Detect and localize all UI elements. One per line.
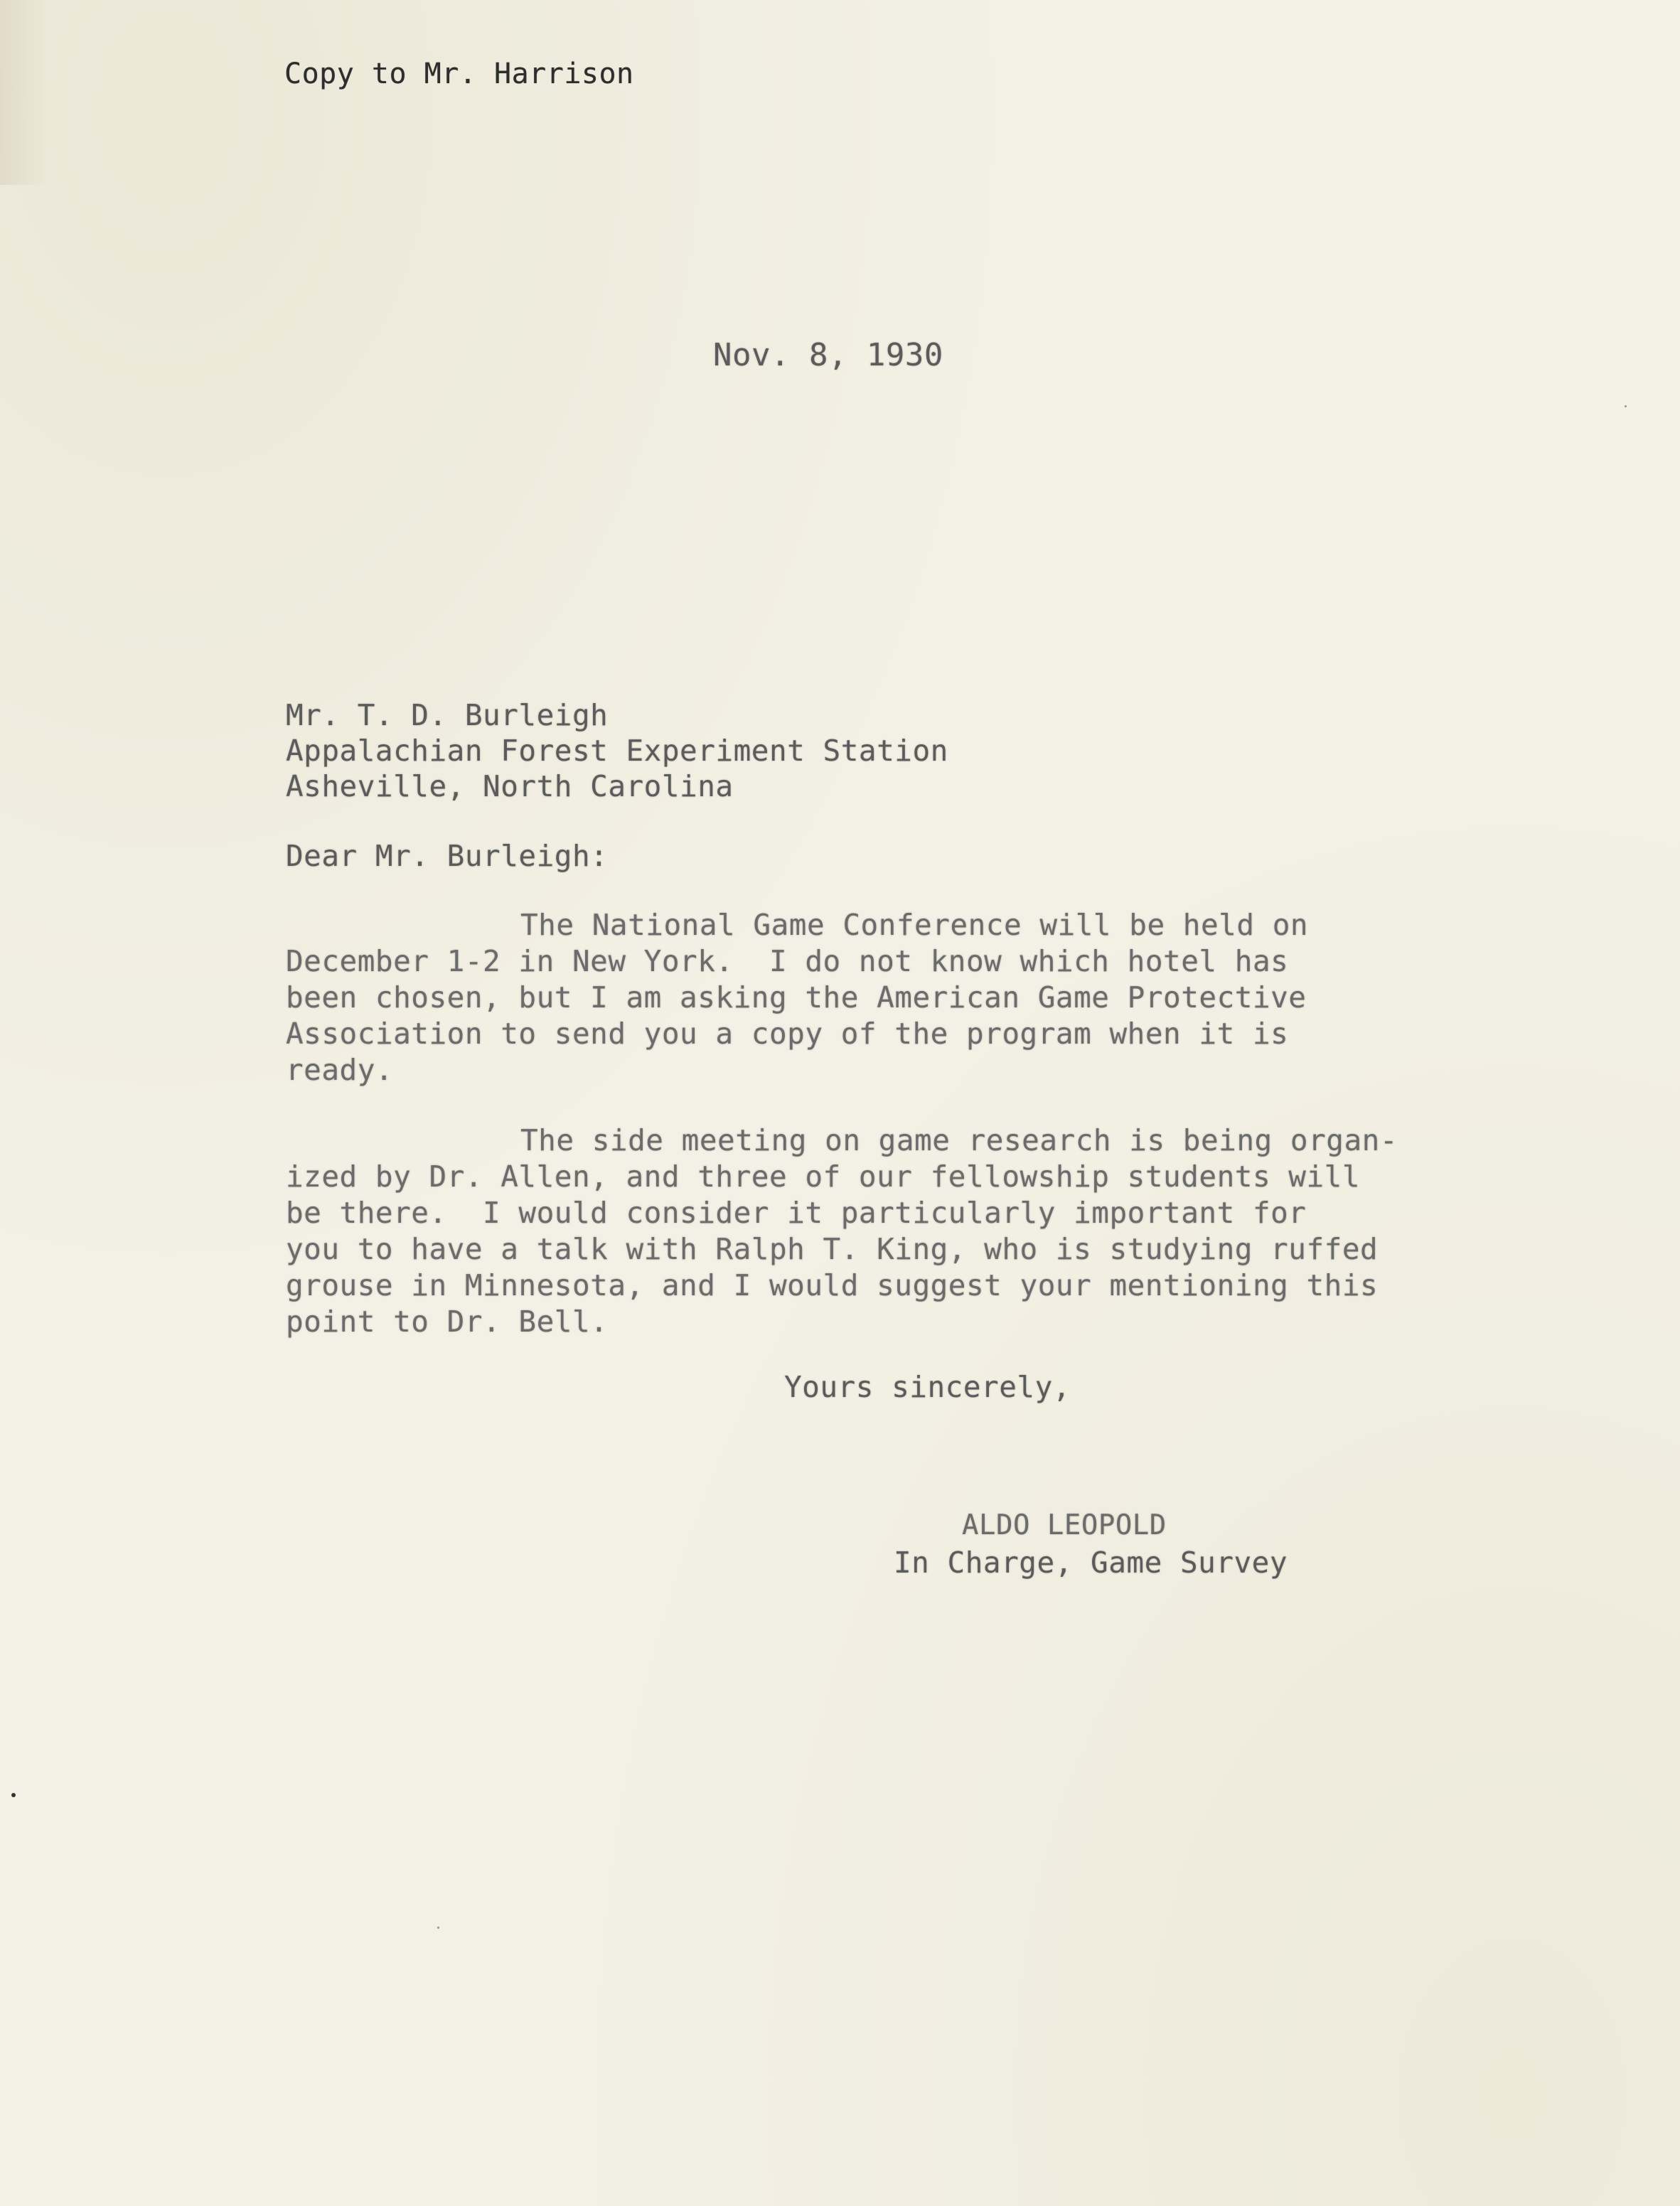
- paragraph-2-line: be there. I would consider it particularly important for: [286, 1196, 1307, 1230]
- paragraph-1-line: December 1-2 in New York. I do not know which hotel has: [286, 944, 1289, 978]
- recipient-name: Mr. T. D. Burleigh: [286, 698, 609, 732]
- signature-title: In Charge, Game Survey: [894, 1546, 1288, 1580]
- paragraph-2-line: grouse in Minnesota, and I would suggest your mentioning this: [286, 1268, 1379, 1302]
- paragraph-2-line: you to have a talk with Ralph T. King, who is studying ruffed: [286, 1232, 1379, 1266]
- paragraph-1-line: The National Game Conference will be held on: [520, 908, 1309, 942]
- paper-edge-stain: [0, 0, 50, 185]
- recipient-organization: Appalachian Forest Experiment Station: [286, 734, 948, 768]
- ink-speck: [1625, 405, 1627, 407]
- paragraph-2-line: The side meeting on game research is being organ-: [520, 1123, 1398, 1157]
- paragraph-1-line: been chosen, but I am asking the American Game Protective: [286, 980, 1307, 1014]
- salutation: Dear Mr. Burleigh:: [286, 839, 609, 873]
- ink-speck: [437, 1927, 439, 1929]
- closing: Yours sincerely,: [784, 1370, 1071, 1404]
- paragraph-1-line: ready.: [286, 1053, 394, 1087]
- paragraph-1-line: Association to send you a copy of the program when it is: [286, 1017, 1289, 1051]
- recipient-location: Asheville, North Carolina: [286, 769, 734, 803]
- paragraph-2-line: point to Dr. Bell.: [286, 1305, 609, 1339]
- signature-name: ALDO LEOPOLD: [962, 1509, 1167, 1541]
- letter-date: Nov. 8, 1930: [713, 337, 943, 373]
- paragraph-2-line: ized by Dr. Allen, and three of our fellowship students will: [286, 1160, 1361, 1194]
- copy-note: Copy to Mr. Harrison: [284, 58, 634, 90]
- ink-speck: [11, 1793, 16, 1797]
